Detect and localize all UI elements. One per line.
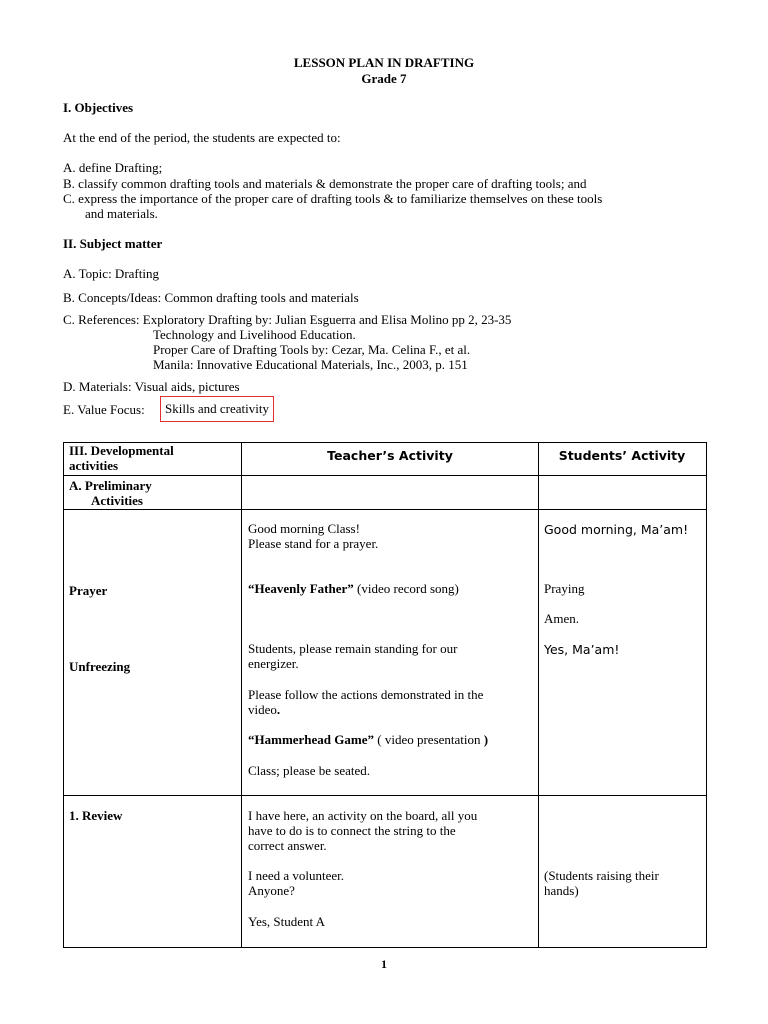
references-line-3: Proper Care of Drafting Tools by: Cezar, Ma. Celina F., et al. — [153, 342, 471, 357]
teacher-review-2: have to do is to connect the string to the — [248, 823, 456, 838]
document-title: LESSON PLAN IN DRAFTING — [293, 55, 475, 70]
header-students-activity: Students’ Activity — [558, 448, 686, 463]
activities-table — [63, 442, 707, 948]
page-number: 1 — [381, 957, 387, 971]
objective-item-a: A. define Drafting; — [63, 160, 163, 175]
teacher-volunteer-1: I need a volunteer. — [248, 868, 345, 883]
materials-line: D. Materials: Visual aids, pictures — [63, 379, 240, 394]
value-focus-value: Skills and creativity — [165, 401, 269, 416]
objective-item-b: B. classify common drafting tools and materials & demonstrate the proper care of drafting tools; and — [63, 176, 587, 191]
header-col1-line2: activities — [69, 458, 119, 473]
game-close-paren: ) — [483, 732, 489, 747]
preliminary-line1: A. Preliminary — [69, 478, 152, 493]
table-col-divider-1 — [241, 443, 242, 947]
follow-period: . — [276, 702, 281, 717]
teacher-seated: Class; please be seated. — [248, 763, 371, 778]
teacher-greeting-2: Please stand for a prayer. — [248, 536, 379, 551]
teacher-review-3: correct answer. — [248, 838, 327, 853]
students-raising-2: hands) — [544, 883, 579, 898]
game-note: ( video presentation — [374, 732, 484, 747]
objective-item-c: C. express the importance of the proper care of drafting tools & to familiarize themselves on these tools — [63, 191, 603, 206]
concepts-line: B. Concepts/Ideas: Common drafting tools and materials — [63, 290, 359, 305]
objectives-heading: I. Objectives — [63, 100, 134, 115]
teacher-follow-1: Please follow the actions demonstrated in the — [248, 687, 484, 702]
students-praying: Praying — [544, 581, 585, 596]
teacher-game — [248, 732, 488, 747]
objectives-intro: At the end of the period, the students are expected to: — [63, 130, 341, 145]
header-col1-line1: III. Developmental — [69, 443, 174, 458]
teacher-review-1: I have here, an activity on the board, all you — [248, 808, 478, 823]
references-line-4: Manila: Innovative Educational Materials, Inc., 2003, p. 151 — [153, 357, 468, 372]
label-unfreezing: Unfreezing — [69, 659, 131, 674]
students-amen: Amen. — [544, 611, 580, 626]
teacher-prayer-song — [248, 581, 459, 596]
students-greeting: Good morning, Ma’am! — [544, 522, 689, 537]
teacher-energizer-1: Students, please remain standing for our — [248, 641, 458, 656]
table-row-divider-2 — [64, 509, 706, 510]
song-note: (video record song) — [353, 581, 459, 596]
table-col-divider-2 — [538, 443, 539, 947]
label-review: 1. Review — [69, 808, 123, 823]
students-yes: Yes, Ma’am! — [544, 642, 620, 657]
teacher-student-a: Yes, Student A — [248, 914, 326, 929]
label-prayer: Prayer — [69, 583, 108, 598]
table-row-divider-3 — [64, 795, 706, 796]
students-raising-1: (Students raising their — [544, 868, 659, 883]
preliminary-line2: Activities — [91, 493, 143, 508]
game-title: “Hammerhead Game” — [248, 732, 375, 747]
teacher-greeting-1: Good morning Class! — [248, 521, 360, 536]
subject-matter-heading: II. Subject matter — [63, 236, 163, 251]
objective-item-c-cont: and materials. — [85, 206, 158, 221]
value-focus-label: E. Value Focus: — [63, 402, 145, 417]
value-focus-highlight — [160, 396, 274, 422]
song-title: “Heavenly Father” — [248, 581, 354, 596]
teacher-volunteer-2: Anyone? — [248, 883, 295, 898]
grade-label: Grade 7 — [361, 71, 407, 86]
teacher-follow-2 — [248, 702, 280, 717]
header-teacher-activity: Teacher’s Activity — [327, 448, 453, 463]
references-line-2: Technology and Livelihood Education. — [153, 327, 356, 342]
follow-video: video — [248, 702, 277, 717]
teacher-energizer-2: energizer. — [248, 656, 299, 671]
table-row-divider-1 — [64, 475, 706, 476]
references-line-1: C. References: Exploratory Drafting by: Julian Esguerra and Elisa Molino pp 2, 23-35 — [63, 312, 512, 327]
topic-line: A. Topic: Drafting — [63, 266, 159, 281]
